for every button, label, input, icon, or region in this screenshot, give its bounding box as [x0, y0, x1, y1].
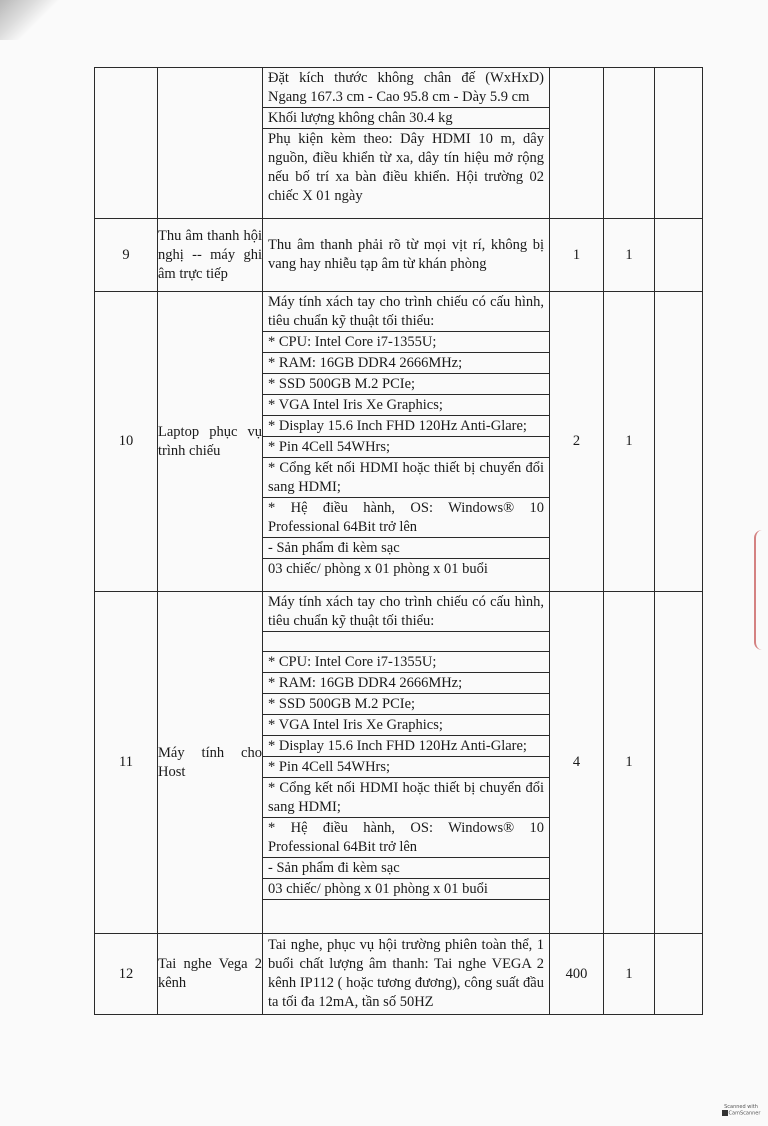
item-name: Laptop phục vụ trình chiếu — [158, 292, 263, 592]
quantity: 4 — [550, 592, 604, 934]
spec-text: Tai nghe, phục vụ hội trường phiên toàn thể, 1 buổi chất lượng âm thanh: Tai nghe VEGA 2 kênh IP112 ( hoặc tương đương), công suất đầu ta tối đa 12mA, tần số 50HZ — [268, 937, 544, 1010]
spec-line: * Cổng kết nối HDMI hoặc thiết bị chuyển đổi sang HDMI; — [263, 778, 549, 818]
item-name — [158, 68, 263, 219]
item-spec — [263, 219, 550, 292]
spec-line: * Hệ điều hành, OS: Windows® 10 Professional 64Bit trở lên — [263, 818, 549, 858]
spec-line — [263, 900, 549, 919]
item-spec — [263, 592, 550, 934]
spec-line: Khối lượng không chân 30.4 kg — [263, 108, 549, 129]
table-row — [95, 219, 703, 292]
table-body — [95, 68, 703, 1015]
duration: 1 — [604, 934, 655, 1015]
camscanner-logo-icon — [722, 1110, 728, 1116]
spec-line: * CPU: Intel Core i7-1355U; — [263, 332, 549, 353]
note-cell — [655, 934, 703, 1015]
duration: 1 — [604, 592, 655, 934]
spec-line: * SSD 500GB M.2 PCIe; — [263, 694, 549, 715]
row-number: 10 — [95, 292, 158, 592]
spec-line: * Display 15.6 Inch FHD 120Hz Anti-Glare; — [263, 736, 549, 757]
note-cell — [655, 292, 703, 592]
spec-line: * RAM: 16GB DDR4 2666MHz; — [263, 673, 549, 694]
spec-line — [263, 632, 549, 652]
item-name: Máy tính cho Host — [158, 592, 263, 934]
spec-line: 03 chiếc/ phòng x 01 phòng x 01 buổi — [263, 879, 549, 900]
row-number — [95, 68, 158, 219]
item-name: Tai nghe Vega 2 kênh — [158, 934, 263, 1015]
page-fold-corner — [0, 0, 60, 40]
table-row — [95, 592, 703, 934]
spec-line: - Sản phẩm đi kèm sạc — [263, 538, 549, 559]
spec-text: Thu âm thanh phải rõ từ mọi vịt rí, không bị vang hay nhiễu tạp âm từ khán phòng — [268, 237, 544, 272]
quantity: 1 — [550, 219, 604, 292]
item-spec — [263, 292, 550, 592]
duration — [604, 68, 655, 219]
spec-line: Máy tính xách tay cho trình chiếu có cấu hình, tiêu chuẩn kỹ thuật tối thiểu: — [263, 592, 549, 632]
spec-line: * CPU: Intel Core i7-1355U; — [263, 652, 549, 673]
scanner-watermark — [720, 1104, 762, 1120]
spec-line: 03 chiếc/ phòng x 01 phòng x 01 buổi — [268, 561, 488, 577]
table-row — [95, 292, 703, 592]
row-number: 12 — [95, 934, 158, 1015]
spec-line: * Pin 4Cell 54WHrs; — [263, 437, 549, 458]
row-number: 11 — [95, 592, 158, 934]
quantity: 400 — [550, 934, 604, 1015]
spec-line: Máy tính xách tay cho trình chiếu có cấu hình, tiêu chuẩn kỹ thuật tối thiểu: — [263, 292, 549, 332]
note-cell — [655, 219, 703, 292]
scanner-brand: CamScanner — [728, 1110, 761, 1117]
quantity — [550, 68, 604, 219]
spec-line: Đặt kích thước không chân đế (WxHxD) Ngang 167.3 cm - Cao 95.8 cm - Dày 5.9 cm — [263, 68, 549, 108]
duration: 1 — [604, 219, 655, 292]
table-row — [95, 934, 703, 1015]
spec-line: * SSD 500GB M.2 PCIe; — [263, 374, 549, 395]
row-number: 9 — [95, 219, 158, 292]
equipment-table — [94, 67, 703, 1015]
spec-line: - Sản phẩm đi kèm sạc — [263, 858, 549, 879]
red-stamp-edge — [754, 530, 768, 650]
spec-line: * RAM: 16GB DDR4 2666MHz; — [263, 353, 549, 374]
spec-line: * Cổng kết nối HDMI hoặc thiết bị chuyển đổi sang HDMI; — [263, 458, 549, 498]
item-name: Thu âm thanh hội nghị -- máy ghi âm trực tiếp — [158, 219, 263, 292]
spec-line: * Display 15.6 Inch FHD 120Hz Anti-Glare; — [263, 416, 549, 437]
spec-line: * Hệ điều hành, OS: Windows® 10 Professional 64Bit trở lên — [263, 498, 549, 538]
item-spec — [263, 934, 550, 1015]
spec-line: * VGA Intel Iris Xe Graphics; — [263, 715, 549, 736]
item-spec — [263, 68, 550, 219]
scanner-label: Scanned with — [724, 1104, 758, 1110]
spec-line: * Pin 4Cell 54WHrs; — [263, 757, 549, 778]
quantity: 2 — [550, 292, 604, 592]
table-row — [95, 68, 703, 219]
duration: 1 — [604, 292, 655, 592]
spec-line: Phụ kiện kèm theo: Dây HDMI 10 m, dây nguồn, điều khiển từ xa, dây tín hiệu mở rộng nếu bố trí xa bàn điều khiển. Hội trường 02 chiếc X 01 ngày — [268, 131, 544, 204]
spec-line: * VGA Intel Iris Xe Graphics; — [263, 395, 549, 416]
note-cell — [655, 592, 703, 934]
note-cell — [655, 68, 703, 219]
